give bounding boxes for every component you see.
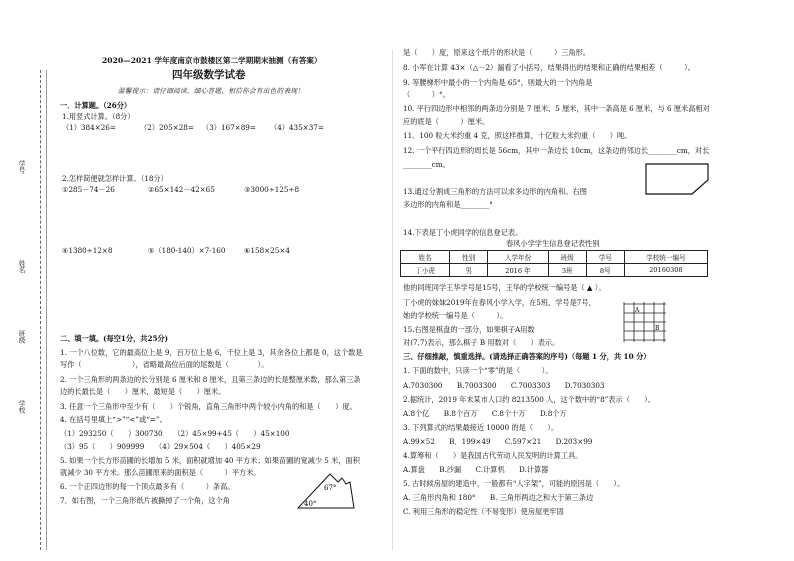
q14-label: 14.下表是丁小虎同学的信息登记表。 bbox=[403, 228, 523, 237]
table-header-cell: 学校统一编号 bbox=[624, 251, 707, 264]
s3-line-6: A.99×52 B．199×49 C.597×21 D.203×99 bbox=[403, 437, 593, 446]
s2-line-1: 1. 一个八位数，它的最高位上是 9，百万位上是 6，千位上是 3，其余各位上都是 0，这个数是 bbox=[60, 348, 363, 357]
s2-line-3: 2. 一个三角形的两条边的长分别是 6 厘米和 8 厘米，且第三条边的长是整厘米数，那么第三条 bbox=[60, 375, 361, 384]
side-label-class: 班级 bbox=[17, 330, 25, 344]
table-header-cell: 班级 bbox=[548, 251, 586, 264]
q1-item-4: （4）435×37= bbox=[270, 123, 324, 132]
table-header-row bbox=[401, 251, 708, 264]
chessboard-grid bbox=[620, 300, 670, 346]
s3-line-9: 5. 古时候房屋的建造中，一般都有“人字架”，可能的原因是（ ）。 bbox=[403, 479, 625, 488]
r-line-9: ________cm。 bbox=[403, 160, 450, 169]
table-header-cell: 性别 bbox=[450, 251, 488, 264]
s2-line-9: 5. 如果一个长方形苗圃的长增加 5 米，面积就增加 40 平方米；如果苗圃的宽减少 5 米，面积 bbox=[60, 456, 360, 465]
q2-label: 2.怎样简便就怎样计算。（18分） bbox=[62, 174, 168, 183]
q1-item-1: （1）384×26= bbox=[62, 123, 116, 132]
q14-line-1: 他的同班同学王华学号是15号，王华的学校统一编号是（ ▲ ）。 bbox=[403, 283, 606, 292]
r-line-11: 多边形的内角和是________° bbox=[403, 200, 493, 209]
q2-item-5: ⑤（180-140）×7-160 bbox=[148, 246, 226, 255]
q1-item-2: （2）205×28= bbox=[140, 123, 194, 132]
angle-label-40: 40° bbox=[304, 500, 317, 508]
s2-line-10: 就减少 30 平方米。那么苗圃原来的面积是（ ）平方米。 bbox=[60, 468, 261, 477]
section1-heading: 一．计算题。（26分） bbox=[60, 101, 132, 110]
q15-line-2: 对(7,7)表示，那么棋子 B 用数对（ ）表示。 bbox=[403, 338, 560, 347]
q14-line-3: 她的学校统一编号是（ ）。 bbox=[403, 311, 508, 320]
s3-line-3: 2.据统计，2019 年末某市人口约 8213500 人，这个数中的“8”表示（ ）。 bbox=[403, 395, 656, 404]
section3-heading: 三、仔细推敲，慎重选择。(请选择正确答案的序号)（每题 1 分，共 10 分） bbox=[403, 352, 651, 361]
r-line-2: 8. 小军在计算 43×（△－2）漏看了小括号，结果得出的结果和正确的结果相差（ ）。 bbox=[403, 63, 695, 72]
reminder-note: 温馨提示：请仔细阅读，细心答题，相信你会有出色的表现！ bbox=[118, 87, 305, 95]
exam-title: 2020—2021 学年度南京市鼓楼区第二学期期末抽测（有答案） bbox=[102, 56, 322, 65]
polygon-figure bbox=[644, 162, 710, 196]
table-cell: 20160308 bbox=[624, 264, 707, 277]
q2-item-3: ③3000÷125÷8 bbox=[244, 185, 300, 194]
q2-item-4: ④1380÷12×8 bbox=[62, 246, 113, 255]
angle-label-67: 67° bbox=[324, 484, 337, 492]
side-label-student-id: 学号 bbox=[17, 160, 25, 174]
s2-line-11: 6. 一个正四边形的每一个顶点最多有（ ）条高。 bbox=[60, 482, 235, 491]
binding-line bbox=[46, 70, 47, 550]
s3-line-10: A. 三角形内角和 180° B. 三角形两边之和大于第三条边 bbox=[403, 493, 594, 502]
r-line-8: 12. 一个平行四边形的周长是 56cm，其中一条边长 10cm，这条边的邻边长________cm，对长 bbox=[403, 146, 710, 155]
table-header-cell: 学号 bbox=[586, 251, 624, 264]
s3-line-4: A.8个亿 B.8个百万 C.8个十万 D.8个万 bbox=[403, 409, 567, 418]
s2-line-7: （1）293250（ ）300730 （2）45×99+45（ ）45×100 bbox=[60, 429, 290, 438]
r-line-7: 11、100 粒大米约重 4 克，照这样推算，十亿粒大米约重（ ）吨。 bbox=[403, 131, 632, 140]
subject-title: 四年级数学试卷 bbox=[172, 69, 246, 81]
r-line-6: 应的底是（ ）厘米。 bbox=[403, 117, 490, 126]
r-line-3: 9. 等腰梯形中最小的一个内角是 65°，则最大的一个内角是 bbox=[403, 78, 593, 87]
s3-line-8: A.算盘 B.沙漏 C.计算机 D.计算器 bbox=[403, 465, 549, 474]
s2-line-5: 3. 任意一个三角形中至少有（ ）个锐角，直角三角形中两个较小内角的和是（ ）度。 bbox=[60, 402, 357, 411]
cut-line bbox=[40, 70, 41, 550]
q2-item-6: ⑥158×25×4 bbox=[244, 246, 290, 255]
table-cell: 2016 年 bbox=[488, 264, 549, 277]
grid-label-a: A bbox=[635, 307, 640, 314]
table-cell: 丁小虎 bbox=[401, 264, 450, 277]
q2-item-2: ②65×142－42×65 bbox=[148, 185, 215, 194]
s2-line-6: 4. 在括号里填上“>”“<”或“=”。 bbox=[60, 415, 167, 424]
side-label-school: 学校 bbox=[17, 400, 25, 414]
table-title: 春风小学学生信息登记表性别 bbox=[506, 239, 600, 248]
s2-line-4: 边的长最长是（ ）厘米，最短是（ ）厘米。 bbox=[60, 387, 226, 396]
s2-line-8: （3）95（ ）909999 （4）29×504（ ）405×29 bbox=[60, 442, 261, 451]
table-cell: 男 bbox=[450, 264, 488, 277]
q2-item-1: ①285－74－26 bbox=[62, 185, 115, 194]
table-header-cell: 入学年份 bbox=[488, 251, 549, 264]
q14-line-2: 丁小虎的妹妹2019年在春风小学入学，在5班，学号是7号， bbox=[403, 298, 596, 307]
student-info-table bbox=[400, 250, 708, 277]
section2-heading: 二、填一填。(每空1分，共25分) bbox=[60, 334, 169, 343]
r-line-4: （ ）°。 bbox=[403, 90, 450, 99]
table-header-cell: 姓名 bbox=[401, 251, 450, 264]
table-cell: 8号 bbox=[586, 264, 624, 277]
r-line-5: 10. 平行四边形中相邻的两条边分别是 7 厘米、5 厘米，其中一条高是 6 厘米，与 6 厘米高相对 bbox=[403, 104, 710, 113]
s2-line-12: 7．如右图，一个三角形纸片被撕掉了一个角，这个角 bbox=[60, 496, 230, 505]
torn-triangle-figure bbox=[294, 468, 358, 512]
r-line-1: 是（ ）度，原来这个纸片的形状是（ ）三角形。 bbox=[403, 48, 590, 57]
s3-line-11: C. 利用三角形的稳定性（不易变形）使房屋更牢固 bbox=[403, 507, 564, 516]
grid-label-b: B bbox=[655, 325, 660, 332]
table-cell: 3班 bbox=[548, 264, 586, 277]
s3-line-1: 1. 下面的数中，只读一个“零”的是（ ）。 bbox=[403, 366, 553, 375]
table-row bbox=[401, 264, 708, 277]
q15-line-1: 15.右图是棋盘的一部分，如果棋子A用数 bbox=[403, 325, 535, 334]
s3-line-7: 4.算筹和（ ）是我国古代劳动人民发明的计算工具。 bbox=[403, 451, 583, 460]
q1-item-3: （3）167×89= bbox=[202, 123, 256, 132]
s2-line-2: 写作（ ），省略最高位后面的尾数是（ ）。 bbox=[60, 360, 269, 369]
side-label-name: 姓名 bbox=[17, 260, 25, 274]
s3-line-5: 3. 下列算式的结果最接近 10000 的是（ ）。 bbox=[403, 423, 559, 432]
r-line-10: 13.通过分割成三角形的方法可以求多边形的内角和。右图 bbox=[403, 187, 587, 196]
column-divider bbox=[392, 50, 393, 550]
s3-line-2: A.7030300 B.7003300 C.7003303 D.7030303 bbox=[403, 381, 605, 390]
q1-label: 1.用竖式计算。（8分） bbox=[62, 112, 135, 121]
